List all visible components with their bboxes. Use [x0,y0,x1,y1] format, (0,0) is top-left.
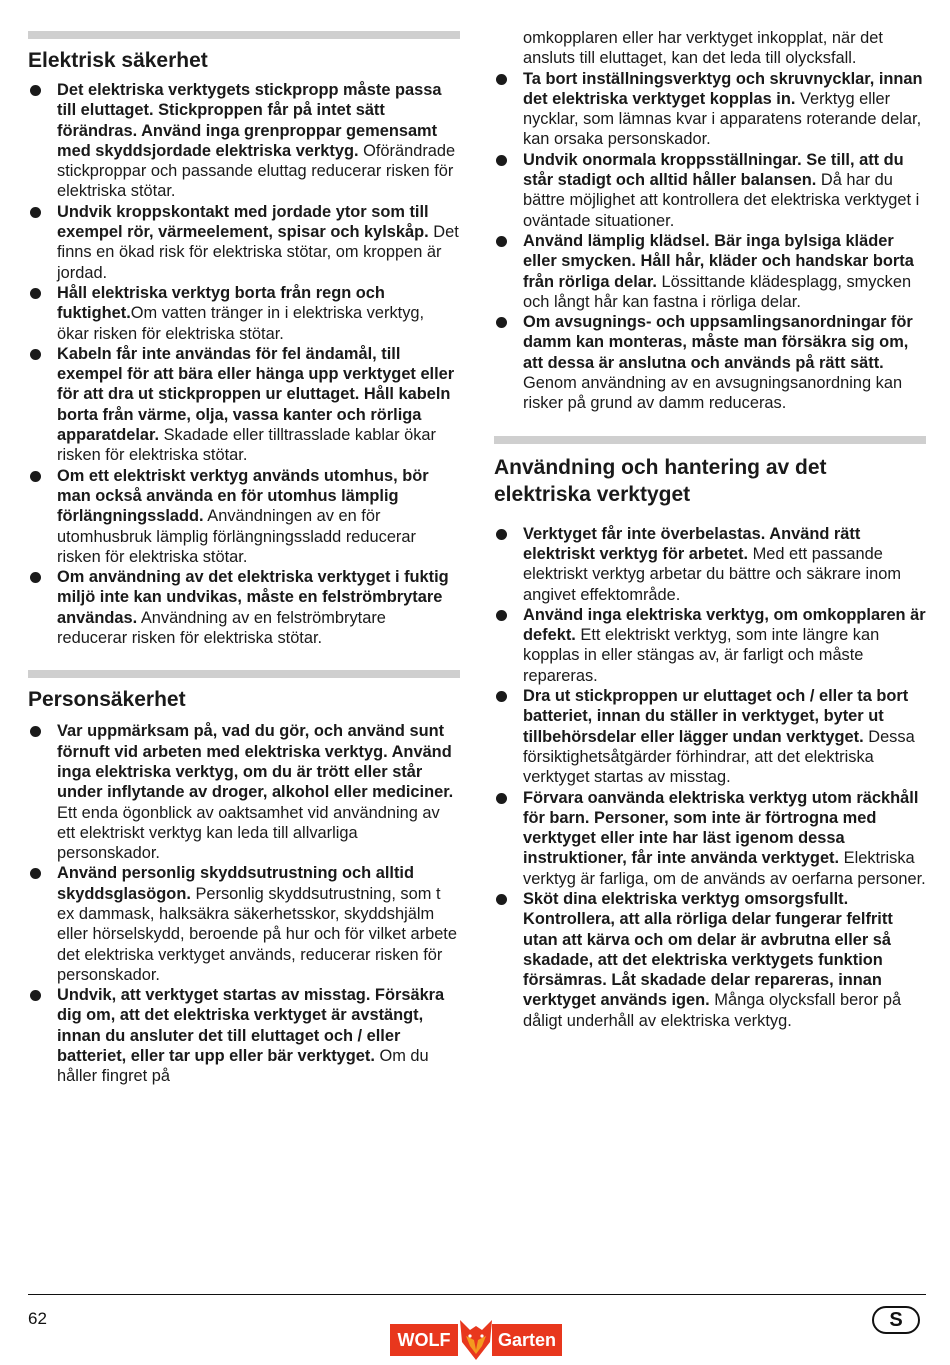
logo-garten-text: Garten [492,1324,562,1356]
list-item: Om avsugnings- och uppsamlingsanordningar för damm kan monteras, måste man försäkra sig om, att dessa är anslutna och används på rätt sätt. Genom användning av en avsugningsanordning kan risker på grund av damm reduceras. [494,312,926,413]
list-personal-continued [494,69,926,414]
list-item: Undvik, att verktyget startas av misstag. Försäkra dig om, att det elektriska verktyget är avstängt, innan du ansluter det till eluttaget och / eller batteriet, eller tar upp eller bär verktyget. Om du håller fingret på [28,985,460,1086]
wolf-garten-logo [390,1316,562,1362]
list-item: Förvara oanvända elektriska verktyg utom räckhåll för barn. Personer, som inte är förtrogna med verktyget eller inte har läst igenom dessa instruktioner, får inte använda verktyget. Elektriska verktyg är farliga, om de används av oerfarna personer. [494,788,926,889]
logo-wolf-text: WOLF [390,1324,458,1356]
list-item: Undvik kroppskontakt med jordade ytor som till exempel rör, värmeelement, spisar och kylskåp. Det finns en ökad risk för elektriska stötar, om kroppen är jordad. [28,202,460,283]
continuation-text: omkopplaren eller har verktyget inkopplat, när det ansluts till eluttaget, kan det leda till olycksfall. [523,29,883,68]
language-badge: S [872,1306,920,1334]
right-column [494,0,926,1031]
list-personal [28,721,460,1086]
list-item: Kabeln får inte användas för fel ändamål, till exempel för att bära eller hänga upp verktyget eller för att dra ut stickproppen ur eluttaget. Håll kabeln borta från värme, olja, vassa kanter och rörliga apparatdelar. Skadade eller tilltrasslade kablar ökar risken för elektriska stötar. [28,344,460,466]
page-number: 62 [28,1309,47,1328]
section-divider [28,31,460,39]
section-divider [28,670,460,678]
list-item: Använd personlig skyddsutrustning och alltid skyddsglasögon. Personlig skyddsutrustning, som t ex dammask, halksäkra säkerhetsskor, skyddshjälm eller hörselskydd, beroende på hur och för vilket arbete det elektriska verktyget används, reducerar risken för personskador. [28,863,460,985]
list-item: Använd inga elektriska verktyg, om omkopplaren är defekt. Ett elektriskt verktyg, som inte längre kan kopplas in eller stängas av, är farligt och måste repareras. [494,605,926,686]
list-item: Undvik onormala kroppsställningar. Se till, att du står stadigt och alltid håller balansen. Då har du bättre möjlighet att kontrollera det elektriska verktyget i oväntade situationer. [494,150,926,231]
list-item: Håll elektriska verktyg borta från regn och fuktighet.Om vatten tränger in i elektriska verktyg, ökar risken för elektriska stötar. [28,283,460,344]
list-item: Om ett elektriskt verktyg används utomhus, bör man också använda en för utomhus lämplig förlängningssladd. Användningen av en för utomhusbruk lämplig förlängningssladd reducerar risken för elektriska stötar. [28,466,460,567]
list-item: Om användning av det elektriska verktyget i fuktig miljö inte kan undvikas, måste en felströmbrytare användas. Användning av en felströmbrytare reducerar risken för elektriska stötar. [28,567,460,648]
section-title-electrical: Elektrisk säkerhet [28,49,208,72]
list-item: Dra ut stickproppen ur eluttaget och / eller ta bort batteriet, innan du ställer in verktyget, byter ut tillbehörsdelar eller lägger undan verktyget. Dessa försiktighetsåtgärder förhindrar, att det elektriska verktyget startas av misstag. [494,686,926,787]
section-title-usage: Användning och hantering av det elektriska verktyget [494,455,827,506]
section-divider [494,436,926,444]
wolf-head-icon [456,1316,496,1362]
list-item: Ta bort inställningsverktyg och skruvnycklar, innan det elektriska verktyget kopplas in. Verktyg eller nycklar, som lämnas kvar i apparatens roterande delar, kan orsaka personskador. [494,69,926,150]
list-usage [494,524,926,1031]
list-item: Använd lämplig klädsel. Bär inga bylsiga kläder eller smycken. Håll hår, kläder och handskar borta från rörliga delar. Lössittande klädesplagg, smycken och långt hår kan fastna i rörliga delar. [494,231,926,312]
list-item: Det elektriska verktygets stickpropp måste passa till eluttaget. Stickproppen får på intet sätt förändras. Använd inga grenproppar gemensamt med skyddsjordade elektriska verktyg. Oförändrade stickproppar och passande eluttag reducerar risken för elektriska stötar. [28,80,460,202]
list-item: Var uppmärksam på, vad du gör, och använd sunt förnuft vid arbeten med elektriska verktyg. Använd inga elektriska verktyg, om du är trött eller står under inflytande av droger, alkohol eller mediciner. Ett enda ögonblick av oaktsamhet vid användning av ett elektriskt verktyg kan leda till allvarliga personskador. [28,721,460,863]
footer-divider [28,1294,926,1295]
list-item: Verktyget får inte överbelastas. Använd rätt elektriskt verktyg för arbetet. Med ett passande elektriskt verktyg arbetar du bättre och säkrare inom angivet effektområde. [494,524,926,605]
list-electrical [28,80,460,648]
section-title-personal: Personsäkerhet [28,688,186,712]
list-item: Sköt dina elektriska verktyg omsorgsfullt. Kontrollera, att alla rörliga delar fungerar felfritt utan att kärva och om delar är avbrutna eller så skadade, att det elektriska verktygets funktion försämras. Låt skadade delar repareras, innan verktyget används igen. Många olycksfall beror på dåligt underhåll av elektriska verktyg. [494,889,926,1031]
left-column [28,0,460,1087]
